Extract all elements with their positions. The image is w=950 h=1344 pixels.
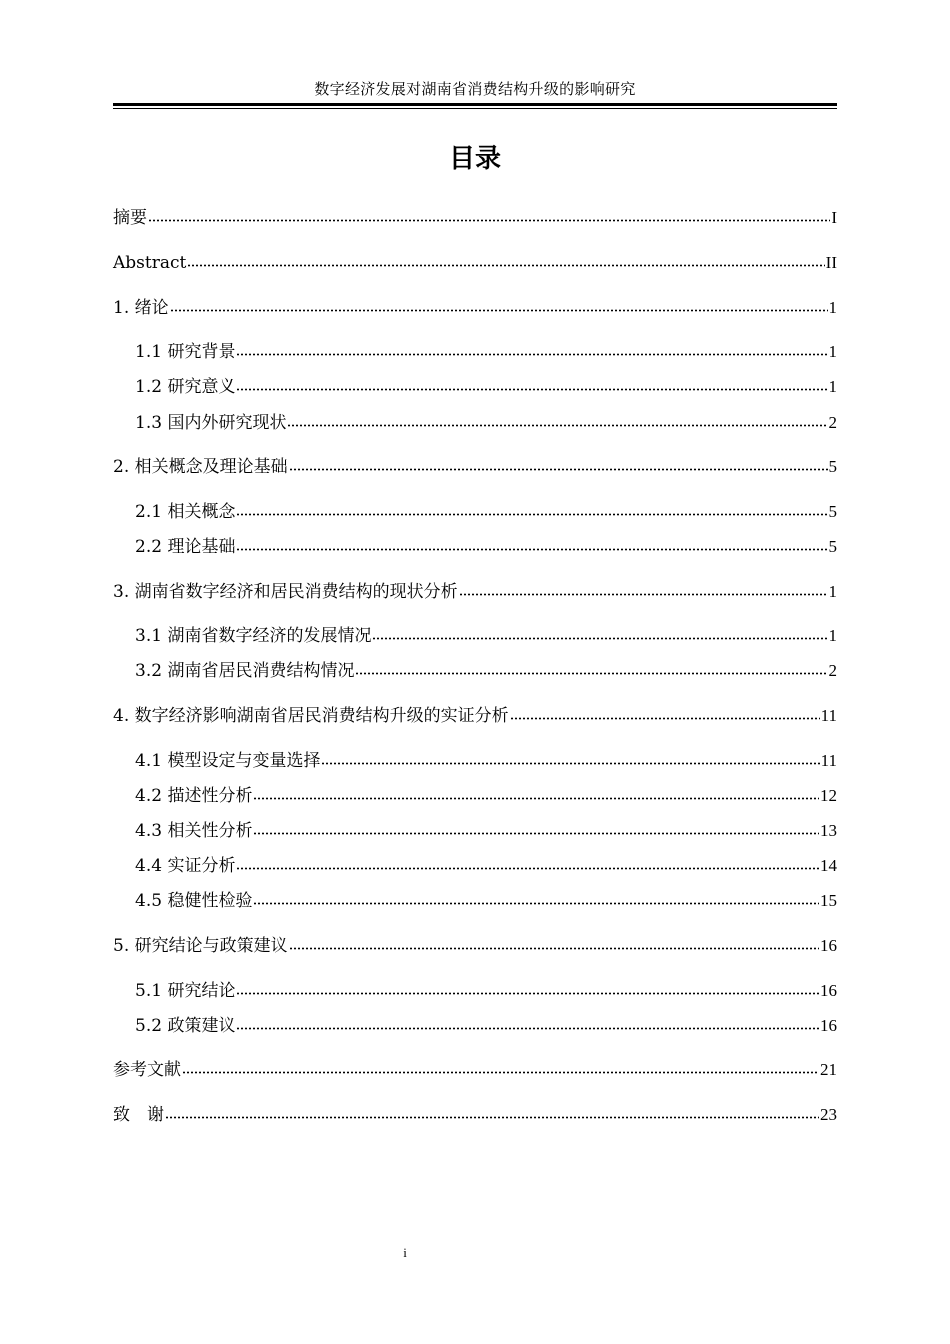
toc-page-number: 23 [820, 1105, 837, 1124]
toc-page-number: 21 [820, 1060, 837, 1079]
toc-page-number: 15 [820, 891, 837, 910]
toc-leader [287, 424, 827, 427]
toc-label: 1. 绪论 [113, 298, 169, 318]
toc-leader [236, 867, 819, 870]
toc-leader [253, 832, 819, 835]
toc-label: 4.5 稳健性检验 [135, 891, 253, 911]
toc-entry-section-1-1[interactable] [135, 340, 837, 364]
toc-label: 4.4 实证分析 [135, 856, 236, 876]
toc-leader [510, 717, 820, 720]
toc-label: 2. 相关概念及理论基础 [113, 457, 288, 477]
toc-leader [355, 672, 827, 675]
toc-entry-abstract-cn[interactable] [113, 206, 837, 230]
toc-label: 1.2 研究意义 [135, 377, 236, 397]
toc-label: Abstract [113, 253, 187, 273]
toc-page-number: 16 [820, 936, 837, 955]
toc-page-number: 5 [828, 457, 837, 476]
toc-leader [236, 548, 827, 551]
toc-page-number: 11 [820, 706, 837, 725]
toc-entry-references[interactable] [113, 1058, 837, 1082]
toc-label: 4.2 描述性分析 [135, 786, 253, 806]
toc-label: 5.1 研究结论 [135, 981, 236, 1001]
toc-entry-section-4-5[interactable] [135, 889, 837, 913]
toc-entry-section-4-2[interactable] [135, 784, 837, 808]
toc-page-number: 16 [820, 981, 837, 1000]
toc-entry-section-3-1[interactable] [135, 624, 837, 648]
toc-page-number: 1 [828, 377, 837, 396]
toc-page-number: 12 [820, 786, 837, 805]
toc-label: 4. 数字经济影响湖南省居民消费结构升级的实证分析 [113, 706, 509, 726]
toc-page-number: 5 [828, 502, 837, 521]
toc-leader [236, 1027, 819, 1030]
toc-leader [236, 513, 827, 516]
toc-entry-section-2-2[interactable] [135, 535, 837, 559]
toc-label: 2.1 相关概念 [135, 502, 236, 522]
toc-page-number: 1 [828, 298, 837, 317]
header-rule-thin [113, 108, 837, 109]
toc-entry-section-5-2[interactable] [135, 1014, 837, 1038]
toc-leader [372, 637, 827, 640]
toc-entry-section-2-1[interactable] [135, 500, 837, 524]
toc-leader [289, 947, 819, 950]
toc-entry-section-1-2[interactable] [135, 375, 837, 399]
toc-leader [148, 219, 830, 222]
toc-entry-chapter-3[interactable] [113, 580, 837, 604]
toc-entry-section-4-1[interactable] [135, 749, 837, 773]
toc-label: 摘要 [113, 208, 147, 228]
toc-label: 1.1 研究背景 [135, 342, 236, 362]
toc-entry-section-5-1[interactable] [135, 979, 837, 1003]
toc-page-number: 2 [828, 661, 837, 680]
toc-label: 2.2 理论基础 [135, 537, 236, 557]
toc-page-number: 13 [820, 821, 837, 840]
toc-entry-chapter-1[interactable] [113, 296, 837, 320]
toc-entry-section-4-3[interactable] [135, 819, 837, 843]
toc-page-number: II [825, 253, 837, 272]
toc-page-number: 1 [828, 342, 837, 361]
toc-label: 3.2 湖南省居民消费结构情况 [135, 661, 355, 681]
toc-label: 致 谢 [113, 1105, 164, 1125]
running-header: 数字经济发展对湖南省消费结构升级的影响研究 [314, 80, 636, 98]
toc-label: 5.2 政策建议 [135, 1016, 236, 1036]
toc-entry-section-1-3[interactable] [135, 411, 837, 435]
toc-leader [236, 353, 827, 356]
toc-title: 目录 [448, 144, 501, 174]
toc-page-number: 2 [828, 413, 837, 432]
toc-entry-chapter-2[interactable] [113, 455, 837, 479]
toc-label: 3.1 湖南省数字经济的发展情况 [135, 626, 372, 646]
toc-entry-chapter-4[interactable] [113, 704, 837, 728]
toc-label: 4.3 相关性分析 [135, 821, 253, 841]
toc-leader [253, 797, 819, 800]
toc-label: 1.3 国内外研究现状 [135, 413, 287, 433]
toc-leader [321, 762, 819, 765]
toc-leader [236, 992, 819, 995]
toc-entry-chapter-5[interactable] [113, 934, 837, 958]
toc-leader [187, 264, 824, 267]
toc-page-number: 11 [820, 751, 837, 770]
toc-leader [170, 309, 828, 312]
toc-label: 4.1 模型设定与变量选择 [135, 751, 321, 771]
toc-leader [236, 388, 827, 391]
toc-leader [289, 468, 828, 471]
page-number: i [403, 1245, 407, 1260]
toc-page-number: 5 [828, 537, 837, 556]
toc-leader [459, 593, 828, 596]
toc-entry-abstract-en[interactable] [113, 251, 837, 275]
toc-page-number: I [831, 208, 837, 227]
toc-leader [182, 1071, 819, 1074]
toc-page-number: 1 [828, 582, 837, 601]
toc-page-number: 16 [820, 1016, 837, 1035]
header-rule-thick [113, 103, 837, 106]
toc-entry-section-3-2[interactable] [135, 659, 837, 683]
toc-entry-acknowledgements[interactable] [113, 1103, 837, 1127]
toc-leader [253, 902, 819, 905]
toc-label: 参考文献 [113, 1060, 181, 1080]
toc-page-number: 14 [820, 856, 837, 875]
toc-label: 5. 研究结论与政策建议 [113, 936, 288, 956]
toc-label: 3. 湖南省数字经济和居民消费结构的现状分析 [113, 582, 458, 602]
toc-leader [165, 1116, 819, 1119]
toc-entry-section-4-4[interactable] [135, 854, 837, 878]
toc-page-number: 1 [828, 626, 837, 645]
